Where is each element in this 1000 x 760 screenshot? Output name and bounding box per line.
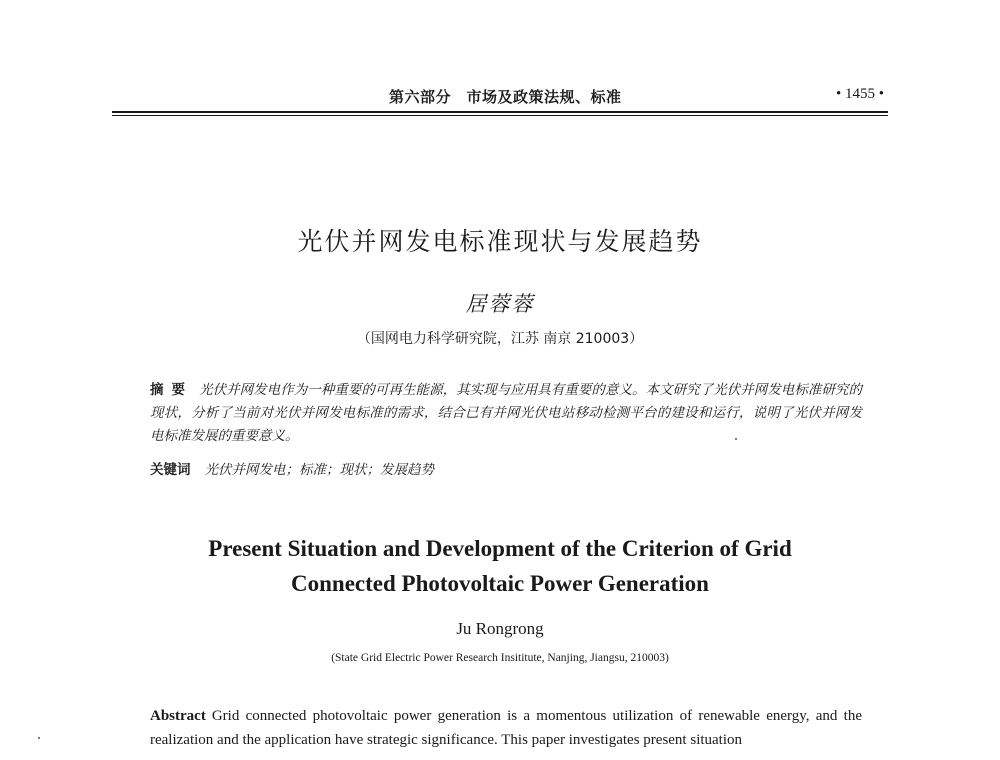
page-number: • 1455 • [835, 86, 884, 102]
chinese-affiliation: （国网电力科学研究院，江苏 南京 210003） [356, 331, 644, 347]
chinese-abstract-text: 光伏并网发电作为一种重要的可再生能源，其实现与应用具有重要的意义。本文研究了光伏并网发电标准研究的现状，分析了当前对光伏并网发电标准的需求，结合已有并网光伏电站移动检测平台的建设和运行，说明了光伏并网发电标准发展的重要意义。 [150, 382, 863, 444]
chinese-keywords-text: 光伏并网发电；标准；现状；发展趋势 [204, 462, 434, 478]
chinese-abstract-label: 摘要 [150, 382, 194, 398]
chinese-abstract [150, 379, 862, 448]
header-rule-thick [112, 111, 888, 113]
english-abstract-label: Abstract [150, 708, 206, 724]
chinese-author: 居蓉蓉 [465, 292, 535, 316]
chinese-title: 光伏并网发电标准现状与发展趋势 [297, 227, 703, 256]
scan-speck [38, 737, 40, 739]
english-affiliation: (State Grid Electric Power Research Insititute, Nanjing, Jiangsu, 210003) [331, 652, 669, 664]
english-title [0, 531, 1000, 601]
section-label: 第六部分 市场及政策法规、标准 [389, 88, 622, 106]
header-rule-thin [112, 115, 888, 116]
running-header [112, 86, 888, 110]
english-title-line-2: Connected Photovoltaic Power Generation [291, 571, 709, 596]
english-abstract-text: Grid connected photovoltaic power generation is a momentous utilization of renewable energy, and the realization and the application have strategic significance. This paper investigates present situation [150, 708, 862, 748]
english-abstract [150, 704, 862, 760]
scan-speck [735, 438, 737, 440]
chinese-keywords [150, 458, 862, 478]
english-author: Ju Rongrong [456, 619, 544, 638]
english-title-line-1: Present Situation and Development of the Criterion of Grid [208, 536, 792, 561]
chinese-keywords-label: 关键词 [150, 462, 191, 478]
